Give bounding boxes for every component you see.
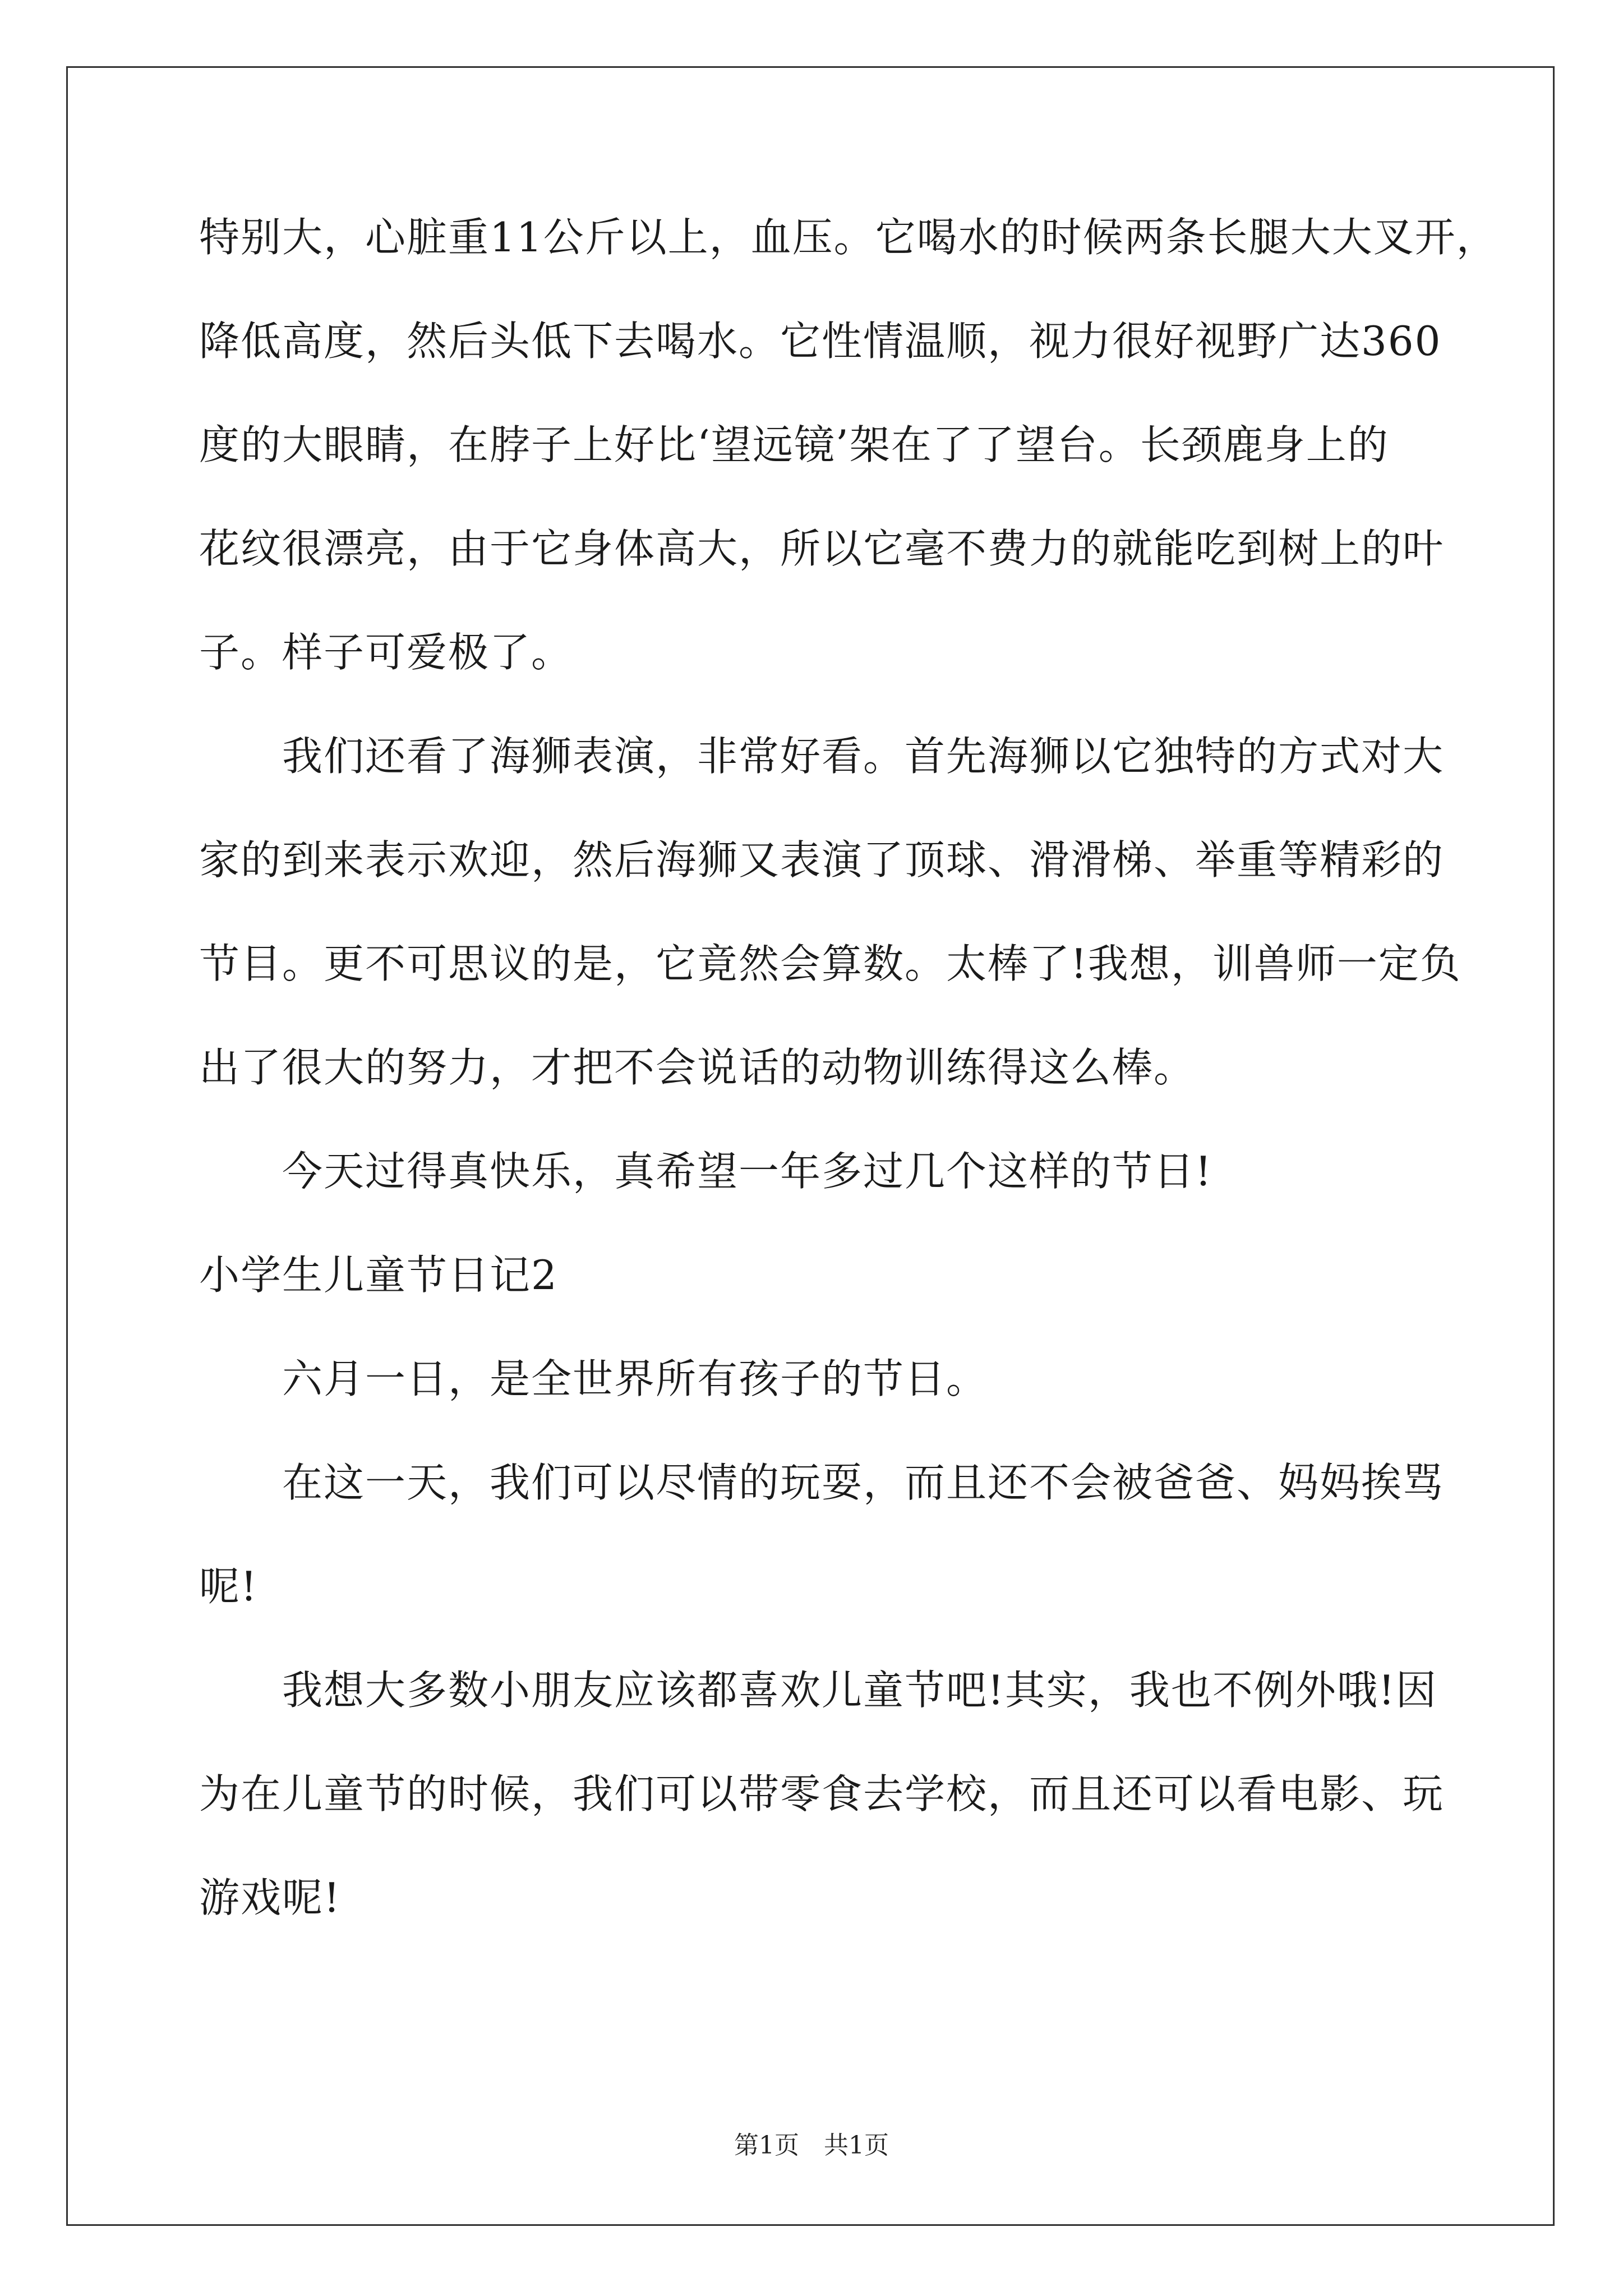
text-line: 游戏呢! — [199, 1874, 341, 1921]
text-line: 子。样子可爱极了。 — [199, 629, 573, 676]
text-line: 度的大眼睛，在脖子上好比‘望远镜’架在了了望台。长颈鹿身上的 — [199, 421, 1389, 468]
text-line: 花纹很漂亮，由于它身体高大，所以它毫不费力的就能吃到树上的叶 — [199, 525, 1445, 572]
paragraph-start: 我想大多数小朋友应该都喜欢儿童节吧!其实，我也不例外哦!因 — [282, 1667, 1437, 1714]
text-line: 节目。更不可思议的是，它竟然会算数。太棒了!我想，训兽师一定负 — [199, 940, 1461, 987]
text-line: 呢! — [199, 1563, 258, 1610]
paragraph-start: 今天过得真快乐，真希望一年多过几个这样的节日! — [282, 1148, 1212, 1195]
paragraph-start: 我们还看了海狮表演，非常好看。首先海狮以它独特的方式对大 — [282, 733, 1445, 780]
text-line: 为在儿童节的时候，我们可以带零食去学校，而且还可以看电影、玩 — [199, 1770, 1445, 1818]
paragraph-start: 在这一天，我们可以尽情的玩耍，而且还不会被爸爸、妈妈挨骂 — [282, 1459, 1445, 1506]
paragraph-start: 六月一日，是全世界所有孩子的节日。 — [282, 1355, 988, 1402]
text-line: 出了很大的努力，才把不会说话的动物训练得这么棒。 — [199, 1044, 1196, 1091]
page-number-footer: 第1页 共1页 — [734, 2131, 889, 2160]
text-line: 降低高度，然后头低下去喝水。它性情温顺，视力很好视野广达360 — [199, 318, 1442, 365]
text-line: 家的到来表示欢迎，然后海狮又表演了顶球、滑滑梯、举重等精彩的 — [199, 836, 1445, 884]
text-line: 特别大，心脏重11公斤以上，血压。它喝水的时候两条长腿大大叉开， — [199, 214, 1498, 261]
section-title: 小学生儿童节日记2 — [199, 1251, 558, 1299]
